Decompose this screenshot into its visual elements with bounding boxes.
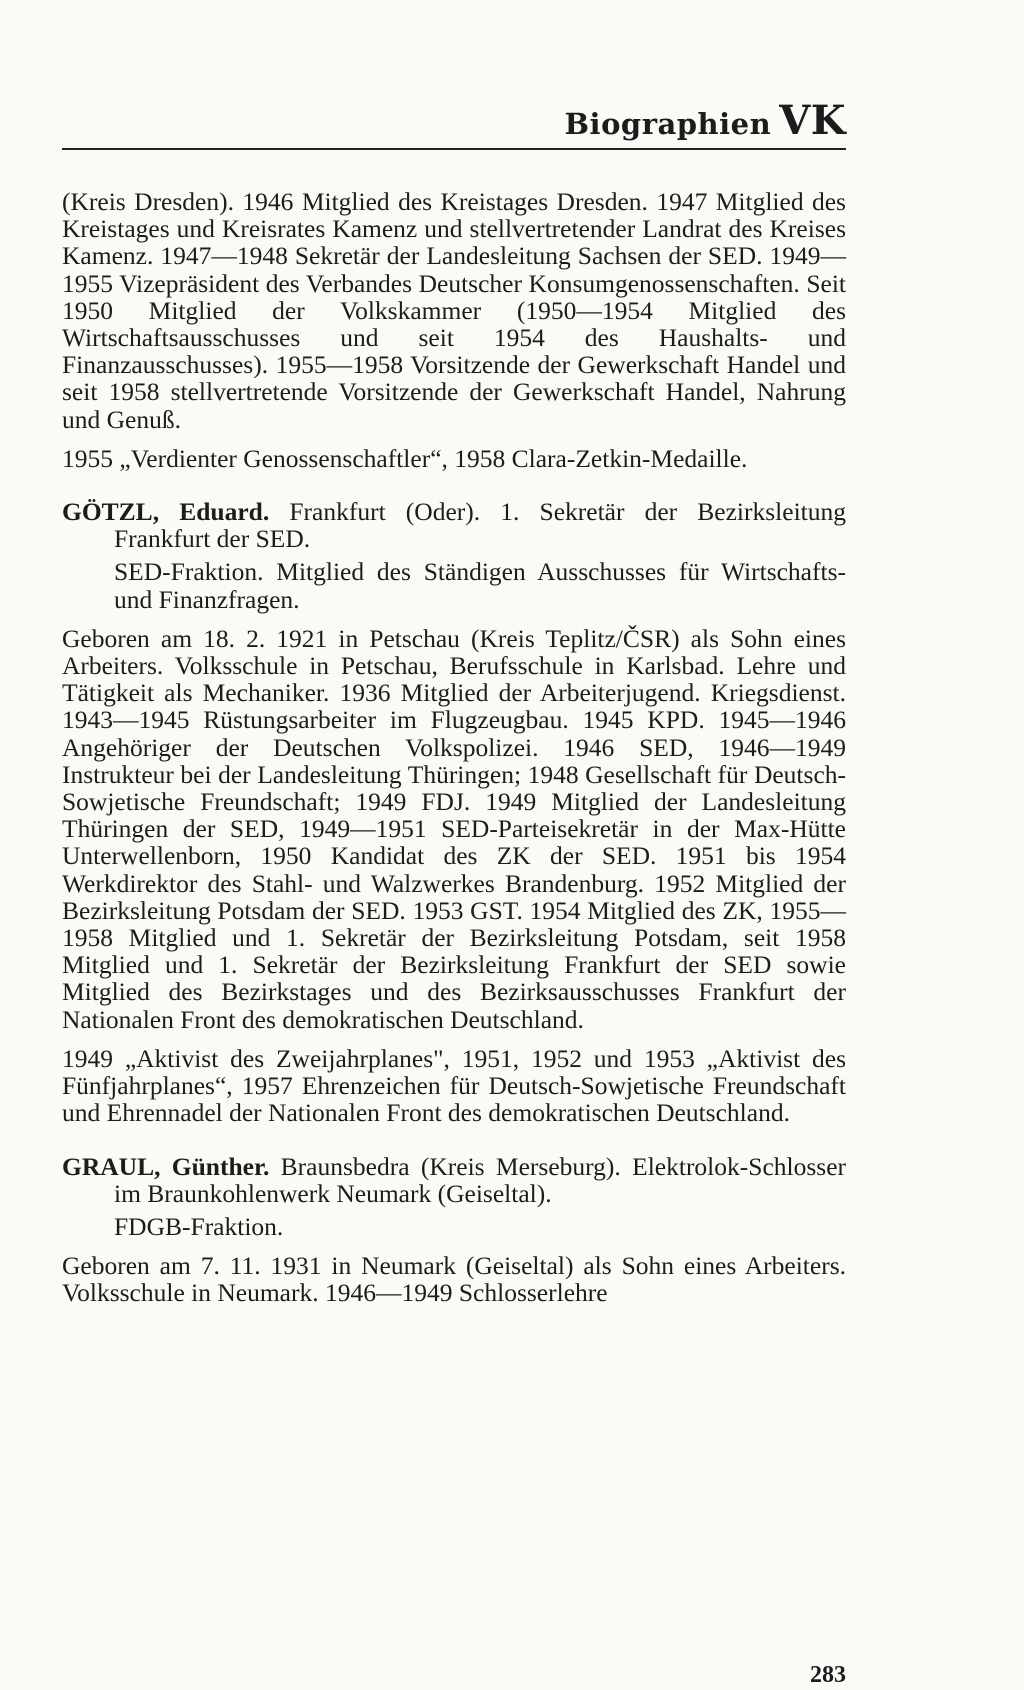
entry-faction: SED-Fraktion. Mitglied des Ständigen Ausschusses für Wirtschafts- und Finanzfragen. [114, 557, 846, 614]
entry-name: GÖTZL, Eduard. [62, 497, 270, 527]
biography-entry-goetzl [62, 498, 846, 1126]
header-title [565, 97, 846, 144]
entry-bio: Geboren am 7. 11. 1931 in Neumark (Geiseltal) als Sohn eines Arbeiters. Volksschule in Neumark. 1946—1949 Schlosserlehre [62, 1251, 846, 1308]
entry-position: Braunsbedra (Kreis Merseburg). Elektrolok-Schlosser im Braunkohlenwerk Neumark (Geiseltal). [114, 1151, 846, 1208]
header-rule [62, 148, 846, 150]
entry-heading [62, 1153, 846, 1207]
biography-text [62, 188, 846, 1307]
header-mark: VK [779, 97, 846, 144]
entry-position: Frankfurt (Oder). 1. Sekretär der Bezirksleitung Frankfurt der SED. [114, 497, 847, 554]
entry-awards: 1949 „Aktivist des Zweijahrplanes", 1951, 1952 und 1953 „Aktivist des Fünfjahrplanes“, 1957 Ehrenzeichen für Deutsch-Sowjetische Freundschaft und Ehrennadel der Nationalen Front des demokratischen Deutschland. [62, 1043, 846, 1128]
page-number: 283 [810, 1662, 846, 1688]
entry-name: GRAUL, Günther. [62, 1151, 270, 1181]
header-section-label: Biographien [564, 107, 772, 141]
entry-bio: Geboren am 18. 2. 1921 in Petschau (Kreis Teplitz/ČSR) als Sohn eines Arbeiters. Volksschule in Petschau, Berufsschule in Karlsbad. Lehre und Tätigkeit als Mechaniker. 1936 Mitglied der Arbeiterjugend. Kriegsdienst. 1943—1945 Rüstungsarbeiter im Flugzeugbau. 1945 KPD. 1945—1946 Angehöriger der Deutschen Volkspolizei. 1946 SED, 1946—1949 Instrukteur bei der Landesleitung Thüringen; 1948 Gesellschaft für Deutsch-Sowjetische Freundschaft; 1949 FDJ. 1949 Mitglied der Landesleitung Thüringen der SED, 1949—1951 SED-Parteisekretär in der Max-Hütte Unterwellenborn, 1950 Kandidat des ZK der SED. 1951 bis 1954 Werkdirektor des Stahl- und Walzwerkes Brandenburg. 1952 Mitglied der Bezirksleitung Potsdam der SED. 1953 GST. 1954 Mitglied des ZK, 1955—1958 Mitglied und 1. Sekretär der Bezirksleitung Potsdam, seit 1958 Mitglied und 1. Sekretär der Bezirksleitung Frankfurt der SED sowie Mitglied des Bezirkstages und des Bezirksausschusses Frankfurt der Nationalen Front des demokratischen Deutschland. [62, 623, 846, 1034]
running-header [62, 97, 846, 150]
book-page [62, 97, 847, 1688]
entry-faction: FDGB-Fraktion. [114, 1211, 284, 1241]
continued-awards: 1955 „Verdienter Genossenschaftler“, 1958 Clara-Zetkin-Medaille. [62, 443, 748, 473]
biography-entry-graul [62, 1153, 846, 1307]
entry-heading [62, 498, 846, 552]
continued-bio: (Kreis Dresden). 1946 Mitglied des Kreistages Dresden. 1947 Mitglied des Kreistages und Kreisrates Kamenz und stellvertretender Landrat des Kreises Kamenz. 1947—1948 Sekretär der Landesleitung Sachsen der SED. 1949—1955 Vizepräsident des Verbandes Deutscher Konsumgenossenschaften. Seit 1950 Mitglied der Volkskammer (1950—1954 Mitglied des Wirtschaftsausschusses und seit 1954 des Haushalts- und Finanzausschusses). 1955—1958 Vorsitzende der Gewerkschaft Handel und seit 1958 stellvertretende Vorsitzende der Gewerkschaft Handel, Nahrung und Genuß. [62, 187, 846, 434]
